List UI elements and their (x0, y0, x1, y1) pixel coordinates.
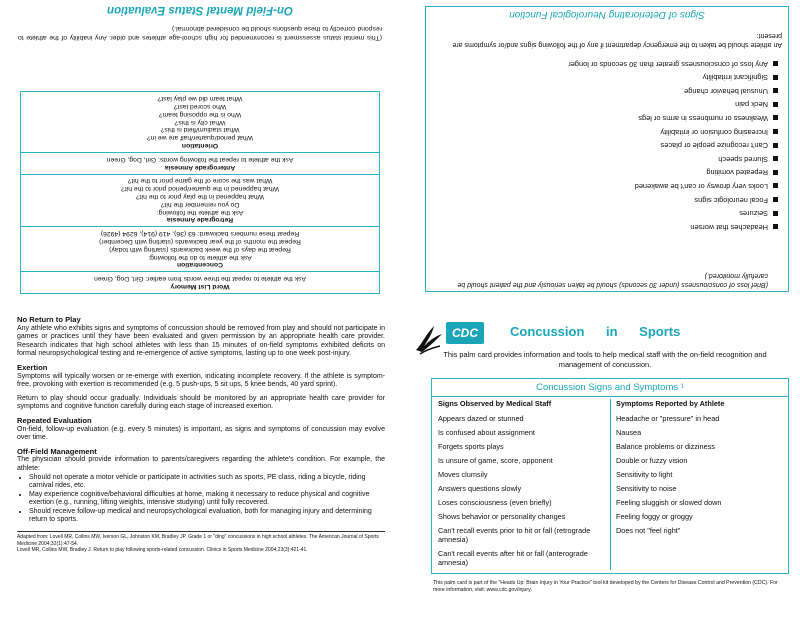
repeated-evaluation-heading: Repeated Evaluation (17, 415, 92, 425)
list-item: Does not "feel right" (616, 526, 681, 535)
signs-symptoms-box (431, 378, 789, 574)
retrograde-heading: Retrograde Amnesia (166, 216, 234, 224)
signs-symptoms-title: Concussion Signs and Symptoms ¹ (432, 379, 788, 397)
anterograde-heading: Anterograde Amnesia (164, 163, 236, 171)
orientation-heading: Orientation (181, 142, 219, 150)
list-item: Seizures (432, 207, 778, 221)
list-item: Focal neurologic signs (432, 193, 778, 207)
word-recall-line: Ask the athlete to repeat the three words from earlier: Girl, Dog, Green (94, 275, 306, 283)
list-item: Moves clumsily (438, 470, 488, 479)
bullet-square-icon (773, 61, 778, 66)
orientation-line: Who scored last? (173, 103, 227, 111)
list-item: Can't recognize people or places (432, 139, 778, 153)
list-item: Headaches that worsen (432, 220, 778, 234)
bullet-square-icon (773, 75, 778, 80)
list-item: Double or fuzzy vision (616, 456, 688, 465)
list-item: Shows behavior or personality changes (438, 512, 566, 521)
list-item: • May experience cognitive/behavioral difficulties at home, making it necessary to reduce physical and cognitive exertion (e.g., running, lifting weights, intensive studying) until fully recovered. (29, 491, 385, 508)
reported-heading: Symptoms Reported by Athlete (616, 399, 725, 408)
list-item: Headache or "pressure" in head (616, 414, 720, 423)
anterograde-section (20, 152, 380, 174)
retrograde-line: What was the score of the game prior to the hit? (127, 177, 273, 185)
off-field-text: The physician should provide information to parents/caregivers regarding the athlete's condition. For example, the athlete: (17, 456, 385, 472)
bullet-square-icon (773, 102, 778, 107)
list-item: Any loss of consciousness greater than 30 seconds or longer (432, 57, 778, 71)
list-item: Slurred speech (432, 152, 778, 166)
list-item: Can't recall events after hit or fall (anterograde amnesia) (438, 549, 588, 567)
word-recall-heading: Word List Memory (170, 283, 230, 290)
concentration-line: Ask the athlete to do the following: (148, 253, 252, 261)
orientation-section (20, 91, 380, 152)
orientation-line: What period/quarter/half are we in? (146, 134, 254, 142)
list-item: Increasing confusion or irritability (432, 125, 778, 139)
mental-status-panel (14, 6, 386, 296)
anterograde-line: Ask the athlete to repeat the following words: Girl, Dog, Green (106, 155, 294, 163)
retrograde-line: What happened in the quarter/period prior to the hit? (121, 185, 279, 193)
exertion-text-2: Return to play should occur gradually. Individuals should be monitored by an appropriate health care provider for symptoms and cognitive function carefully during each stage of increased exertion. (17, 394, 385, 411)
list-item: Repeated vomiting (432, 166, 778, 180)
return-to-play-text: Any athlete who exhibits signs and symptoms of concussion should be removed from play and should not participate in games or practices until they have been evaluated and given permission by an appropriate health care provider. Research indicates that high school athletes with less than 15 minutes of on-field symptoms exhibited deficits on formal neuropsychological testing and re-emergence of active symptoms, lasting up to one week post-injury. (17, 324, 385, 358)
list-item: Loses consciousness (even briefly) (438, 498, 552, 507)
list-item: Is unsure of game, score, opponent (438, 456, 553, 465)
management-text (17, 316, 385, 554)
list-item: Neck pain (432, 98, 778, 112)
list-item: Sensitivity to light (616, 470, 673, 479)
list-item: Answers questions slowly (438, 484, 522, 493)
bullet-square-icon (773, 143, 778, 148)
bullet-square-icon (773, 170, 778, 175)
word-recall-section (20, 271, 380, 294)
orientation-line: What city is this? (174, 118, 226, 126)
concentration-heading: Concentration (176, 261, 224, 269)
concentration-line: Repeat the months of the year backwards (starting with December) (99, 238, 301, 246)
deterioration-list (432, 57, 778, 234)
observed-column (438, 399, 611, 570)
observed-heading: Signs Observed by Medical Staff (438, 399, 552, 408)
repeated-evaluation-text: On-field, follow-up evaluation (e.g. every 5 minutes) is important, as signs and symptoms of concussion may evolve over time. (17, 425, 385, 442)
list-item: Can't recall events prior to hit or fall (retrograde amnesia) (438, 526, 591, 544)
list-item: Appears dazed or stunned (438, 414, 524, 423)
bullet-square-icon (773, 183, 778, 188)
list-item: Significant irritability (432, 71, 778, 85)
list-item: Nausea (616, 428, 642, 437)
reported-column (616, 399, 786, 570)
return-to-play-heading: No Return to Play (17, 315, 81, 324)
card-footer: This palm card is part of the "Heads Up: Brain Injury in Your Practice" tool kit developed by the Centers for Disease Control and Prevention (CDC). For more information, visit: www.cdc.gov/injury. (433, 580, 778, 593)
list-item: Sensitivity to noise (616, 484, 677, 493)
list-item: Balance problems or dizziness (616, 442, 715, 451)
list-item: Weakness or numbness in arms or legs (432, 111, 778, 125)
deterioration-title: Signs of Deteriorating Neurological Function (509, 9, 705, 20)
reference-2: Lovell MR, Collins MW, Bradley J. Return to play following sports-related concussion. Clinics in Sports Medicine 2004;23(3):421-41. (17, 547, 308, 554)
mental-status-title: On-Field Mental Status Evaluation (107, 4, 293, 16)
bullet-square-icon (773, 224, 778, 229)
bullet-square-icon (773, 129, 778, 134)
exertion-heading: Exertion (17, 362, 48, 372)
concentration-line: Repeat the days of the week backwards (starting with today) (109, 245, 291, 253)
mental-status-sections (20, 64, 380, 294)
bullet-square-icon (773, 88, 778, 93)
list-item: Feeling foggy or groggy (616, 512, 693, 521)
deterioration-intro: An athlete should be taken to the emergency department if any of the following signs and/or symptoms are present: (452, 32, 782, 48)
list-item: • Should not operate a motor vehicle or participate in activities such as sports, PE class, riding a bicycle, riding carnival rides, etc. (29, 474, 385, 491)
off-field-heading: Off-Field Management (17, 446, 97, 456)
list-item: Looks very drowsy or can't be awakened (432, 179, 778, 193)
deterioration-note: (Brief loss of consciousness (under 30 seconds) should be taken seriously and the patient should be carefully monitored.) (457, 272, 768, 288)
deterioration-panel (425, 6, 789, 292)
orientation-line: What stadium/field is this? (160, 126, 240, 134)
retrograde-line: Do you remember the hit? (160, 200, 240, 208)
retrograde-line: Ask the athlete the following: (156, 208, 244, 216)
bullet-square-icon (773, 115, 778, 120)
list-item: Forgets sports plays (438, 442, 504, 451)
retrograde-line: What happened in the play prior to the hit? (135, 193, 265, 201)
reference-1: Adapted from: Lovell MR, Collins MW, Iverson GL, Johnston KM, Bradley JP. Grade 1 or "ding" concussions in high school athletes. The American Journal of Sports Medicine 2004;32(1):47-54. (17, 534, 379, 547)
list-item: Unusual behavior change (432, 84, 778, 98)
references (17, 531, 385, 554)
cdc-logo: CDC (446, 322, 484, 344)
card-title: Concussion in Sports (510, 324, 681, 339)
mental-status-intro: (This mental status assessment is recommended for high school-age athletes and older. Any inability of the athlete to respond correctly to these questions should be considered abnormal.) (18, 25, 382, 41)
bullet-square-icon (773, 156, 778, 161)
list-item: Is confused about assignment (438, 428, 535, 437)
list-item: Feeling sluggish or slowed down (616, 498, 722, 507)
orientation-line: What team did we play last? (157, 95, 243, 103)
bullet-square-icon (773, 211, 778, 216)
retrograde-section (20, 174, 380, 227)
concentration-line: Repeat these numbers backward: 63 (36), 419 (914), 6294 (4926) (100, 230, 300, 238)
exertion-text: Symptoms will typically worsen or re-emerge with exertion, indicating incomplete recovery. If the athlete is symptom-free, provoking with exertion is recommended (e.g. 5 push-ups, 5 sit ups, 5 knee bends, 40 yard sprint). (17, 372, 385, 389)
card-purpose: This palm card provides information and tools to help medical staff with the on-field recognition and management of concussion. (443, 350, 767, 369)
concentration-section (20, 226, 380, 271)
orientation-line: Who is the opposing team? (158, 110, 242, 118)
off-field-bullets (17, 474, 385, 526)
list-item: • Should receive follow-up medical and neuropsychological evaluation, both for managing injury and determining return to sports. (29, 508, 385, 525)
bullet-square-icon (773, 197, 778, 202)
